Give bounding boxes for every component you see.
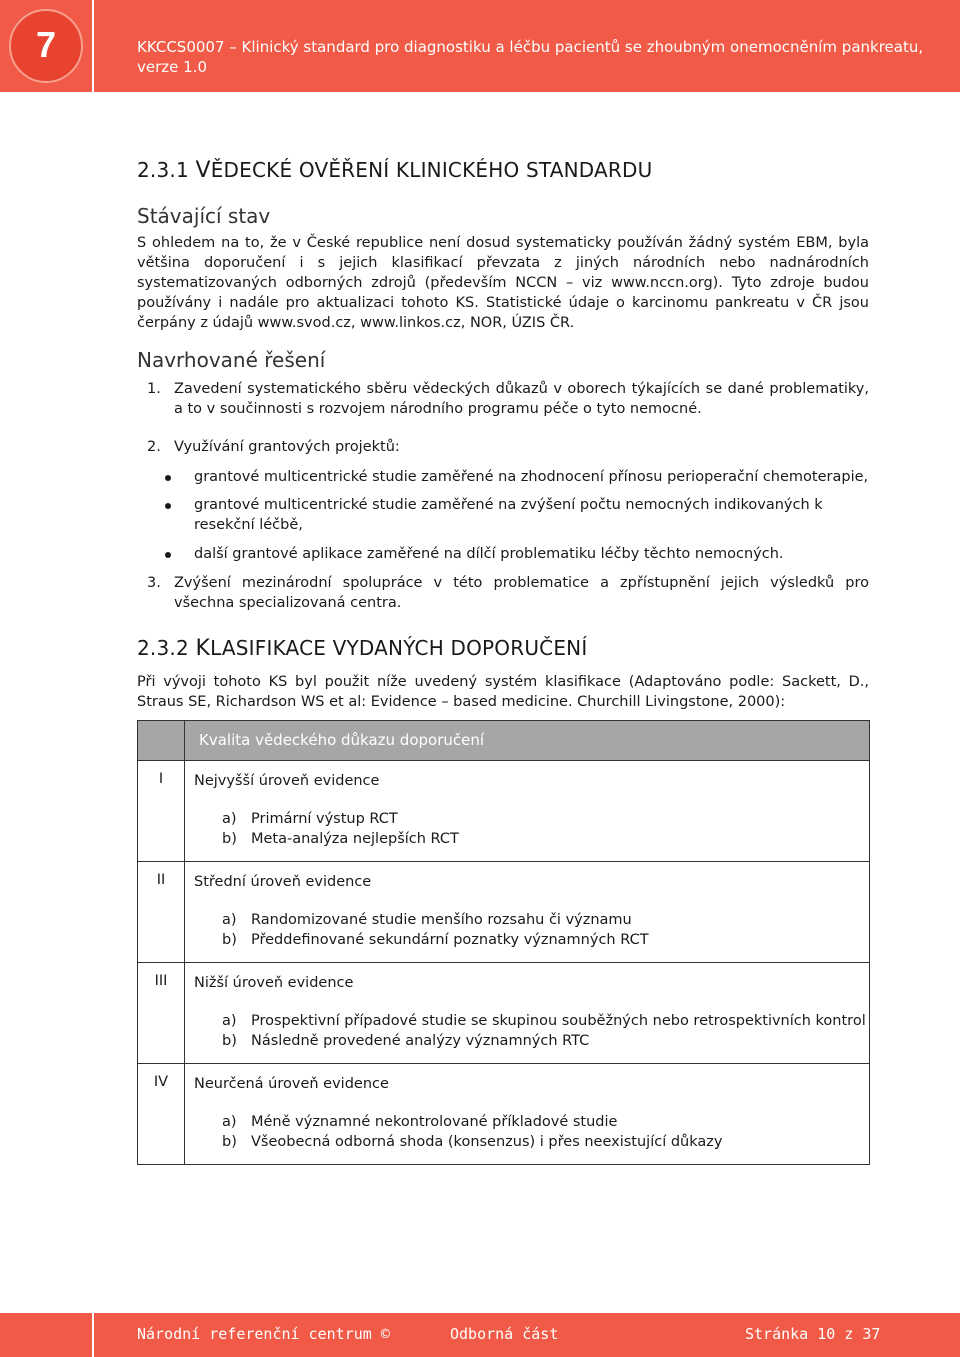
table-row [138,862,870,963]
list-item-text: Následně provedené analýzy významných RTC [251,1033,590,1049]
evidence-description [185,963,870,1064]
footer-organization: Národní referenční centrum © [137,1325,390,1343]
list-item-label: b) [222,1134,237,1150]
section-heading-2-3-2 [137,636,587,661]
table-row [138,1064,870,1165]
current-state-title: Stávající stav [137,204,271,228]
document-title: KKCCS0007 – Klinický standard pro diagnostiku a léčbu pacientů se zhoubným onemocněním pankreatu, verze 1.0 [137,38,924,76]
list-item-text: Předdefinované sekundární poznatky významných RCT [251,932,649,948]
list-item [222,910,869,930]
section-number: 2.3.2 [137,636,196,660]
chapter-number: 7 [35,24,57,65]
list-item-label: b) [222,1033,237,1049]
list-item [222,829,869,849]
table-row [138,761,870,862]
list-item [222,1011,869,1031]
section-number: 2.3.1 [137,158,196,182]
list-item [222,1132,869,1152]
bullet-dot-icon [165,552,171,558]
page-footer [0,1313,960,1357]
current-state-paragraph: S ohledem na to, že v České republice není dosud systematicky používán žádný systém EBM, byla většina doporučení i s jejich klasifikací převzata z jiných národních nebo nadnárodních systematizovaných odborných zdrojů (především NCCN – viz www.nccn.org). Tyto zdroje budou používány i nadále pro aktualizaci tohoto KS. Statistické údaje o karcinomu pankreatu v ČR jsou čerpány z údajů www.svod.cz, www.linkos.cz, NOR, ÚZIS ČR. [137,235,869,331]
table-header-empty-cell [138,721,185,761]
footer-divider [92,1313,94,1357]
list-item-text: Meta-analýza nejlepších RCT [251,831,459,847]
item-text: Zavedení systematického sběru vědeckých důkazů v oborech týkajících se dané problematiky, a to v součinnosti s rozvojem národního programu péče o tyto nemocné. [174,381,869,417]
evidence-level: II [138,862,185,963]
bullet-text: grantové multicentrické studie zaměřené na zhodnocení přínosu perioperační chemoterapie, [194,469,869,485]
item-number: 2. [147,439,161,455]
list-item [222,1112,869,1132]
bullet-text: grantové multicentrické studie zaměřené na zvýšení počtu nemocných indikovaných k resekční léčbě, [194,497,823,533]
list-item [222,930,869,950]
item-number: 1. [147,381,161,397]
evidence-description [185,862,870,963]
proposed-solution-title: Navrhované řešení [137,348,326,372]
evidence-description [185,1064,870,1165]
list-item-text: Randomizované studie menšího rozsahu či významu [251,912,632,928]
list-item-text: Všeobecná odborná shoda (konsenzus) i přes neexistující důkazy [251,1134,723,1150]
evidence-level-title: Nižší úroveň evidence [194,975,354,991]
evidence-level: IV [138,1064,185,1165]
item-text: Využívání grantových projektů: [174,439,400,455]
section-heading-rest: ĚDECKÉ OVĚŘENÍ KLINICKÉHO STANDARDU [210,158,653,182]
list-item-text: Prospektivní případové studie se skupinou souběžných nebo retrospektivních kontrol [251,1013,866,1029]
section-heading-cap: V [195,158,211,183]
evidence-subitems [222,809,869,849]
evidence-level-title: Střední úroveň evidence [194,874,372,890]
table-header-cell: Kvalita vědeckého důkazu doporučení [185,721,870,761]
bullet-dot-icon [165,503,171,509]
page-header [0,0,960,92]
section-heading-rest: LASIFIKACE VYDANÝCH DOPORUČENÍ [210,636,588,660]
evidence-level-title: Neurčená úroveň evidence [194,1076,389,1092]
list-item-label: a) [222,811,237,827]
section-heading-2-3-1 [137,158,652,183]
classification-intro: Při vývoji tohoto KS byl použit níže uvedený systém klasifikace (Adaptováno podle: Sackett, D., Straus SE, Richardson WS et al: Evidence – based medicine. Churchill Livingstone, 2000): [137,674,869,710]
evidence-subitems [222,1011,869,1051]
list-item-text: Primární výstup RCT [251,811,398,827]
evidence-level: III [138,963,185,1064]
table-row [138,963,870,1064]
list-item [222,1031,869,1051]
evidence-level-title: Nejvyšší úroveň evidence [194,773,380,789]
footer-section: Odborná část [450,1325,559,1343]
header-divider [92,0,94,92]
evidence-subitems [222,910,869,950]
list-item-label: b) [222,831,237,847]
list-item [222,809,869,829]
evidence-level: I [138,761,185,862]
list-item-label: b) [222,932,237,948]
list-item-label: a) [222,1013,237,1029]
evidence-description [185,761,870,862]
page-number: Stránka 10 z 37 [745,1325,881,1343]
list-item-label: a) [222,912,237,928]
section-heading-cap: K [195,636,211,661]
item-number: 3. [147,575,161,591]
bullet-text: další grantové aplikace zaměřené na dílčí problematiku léčby těchto nemocných. [194,546,784,562]
list-item-label: a) [222,1114,237,1130]
evidence-quality-table [137,720,870,1165]
bullet-dot-icon [165,475,171,481]
chapter-badge [0,0,92,92]
table-header-row [138,721,870,761]
evidence-subitems [222,1112,869,1152]
item-text: Zvýšení mezinárodní spolupráce v této problematice a zpřístupnění jejich výsledků pro všechna specializovaná centra. [174,575,869,611]
list-item-text: Méně významné nekontrolované příkladové studie [251,1114,618,1130]
